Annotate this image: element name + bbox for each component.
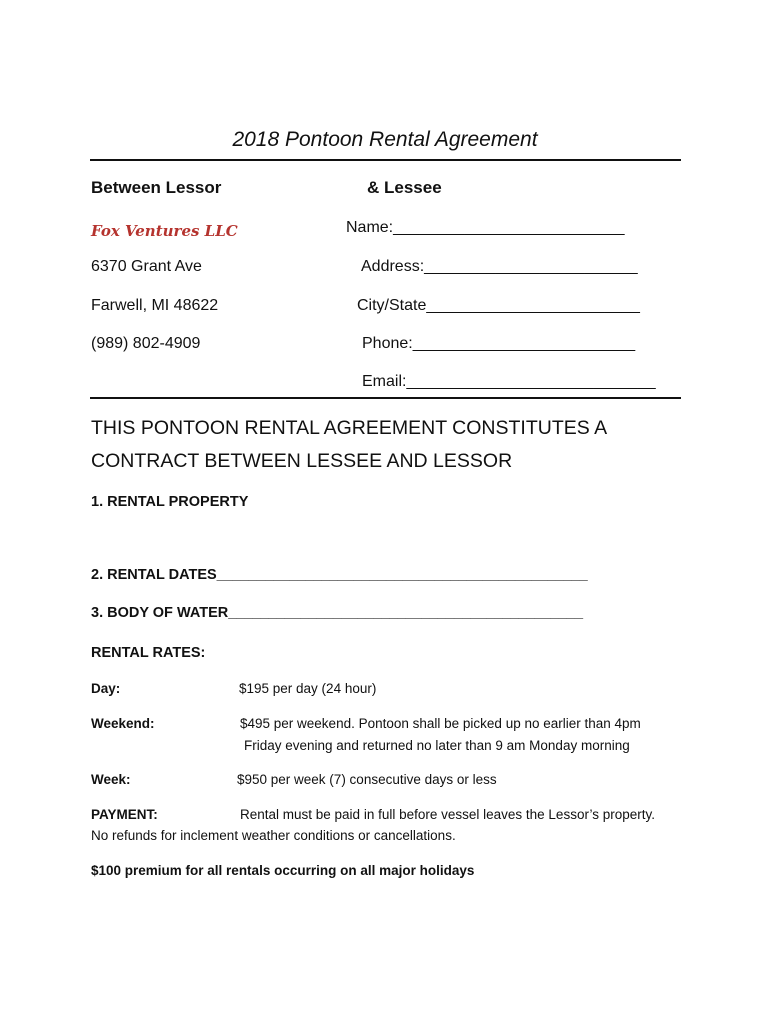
lessee-name-field[interactable]: Name:__________________________ [346, 219, 625, 236]
rate-day-value: $195 per day (24 hour) [239, 681, 377, 696]
document-title: 2018 Pontoon Rental Agreement [232, 128, 538, 151]
payment-label: PAYMENT: [91, 807, 158, 822]
lessee-email-field[interactable]: Email:____________________________ [362, 373, 656, 390]
lessor-heading: Between Lessor [91, 178, 222, 197]
rate-day-label: Day: [91, 681, 121, 696]
refund-note: No refunds for inclement weather conditions or cancellations. [91, 828, 456, 843]
parties-divider [90, 397, 681, 399]
rate-weekend-label: Weekend: [91, 716, 155, 731]
lessee-heading: & Lessee [367, 178, 442, 197]
payment-value: Rental must be paid in full before vessel leaves the Lessor’s property. [240, 807, 655, 822]
rate-week-label: Week: [91, 772, 131, 787]
rate-week-value: $950 per week (7) consecutive days or less [237, 772, 497, 787]
lessor-phone: (989) 802-4909 [91, 335, 201, 352]
lessee-city-state-field[interactable]: City/State________________________ [357, 297, 640, 314]
intro-line-1: THIS PONTOON RENTAL AGREEMENT CONSTITUTES A [91, 417, 608, 439]
lessee-phone-field[interactable]: Phone:_________________________ [362, 335, 636, 352]
section-rental-rates: RENTAL RATES: [91, 645, 206, 661]
rate-weekend-value-line-2: Friday evening and returned no later than 9 am Monday morning [244, 738, 630, 753]
section-body-of-water[interactable]: 3. BODY OF WATER____________________________________________ [91, 605, 584, 621]
section-rental-property: 1. RENTAL PROPERTY [91, 494, 249, 510]
lessor-city: Farwell, MI 48622 [91, 297, 219, 314]
lessor-street: 6370 Grant Ave [91, 258, 202, 275]
intro-line-2: CONTRACT BETWEEN LESSEE AND LESSOR [91, 450, 513, 472]
title-divider [90, 159, 681, 161]
lessor-company-name: Fox Ventures LLC [91, 222, 238, 240]
rate-weekend-value-line-1: $495 per weekend. Pontoon shall be picked up no earlier than 4pm [240, 716, 641, 731]
holiday-premium-note: $100 premium for all rentals occurring on all major holidays [91, 863, 475, 878]
section-rental-dates[interactable]: 2. RENTAL DATES______________________________________________ [91, 567, 588, 583]
lessee-address-field[interactable]: Address:________________________ [361, 258, 638, 275]
